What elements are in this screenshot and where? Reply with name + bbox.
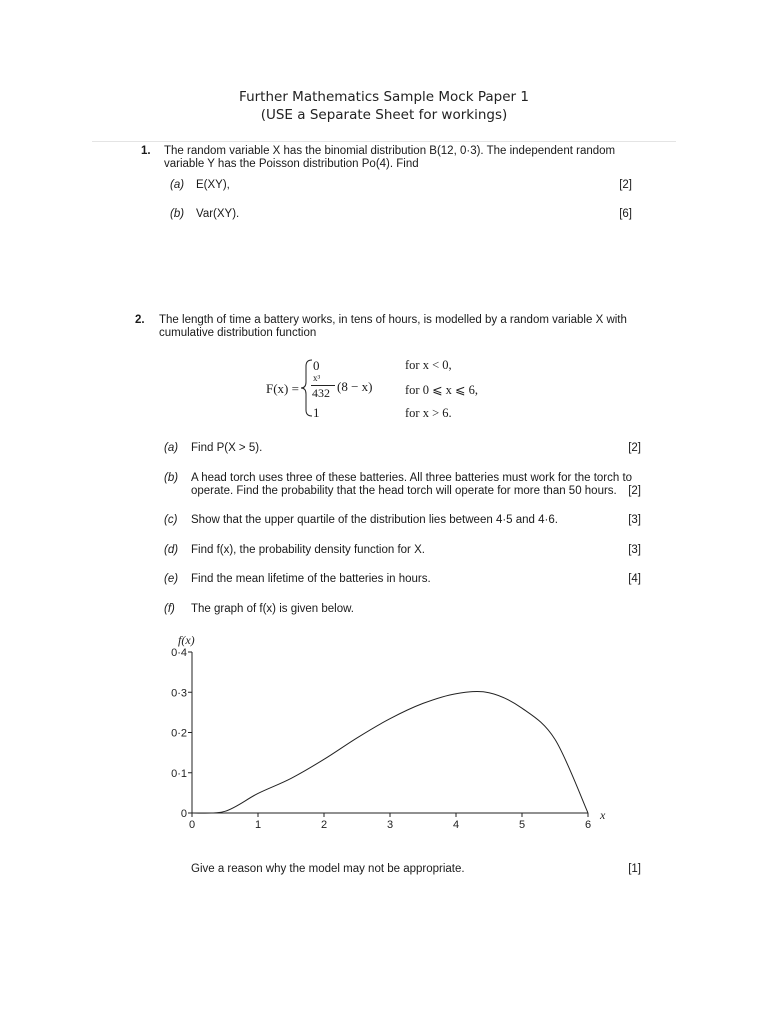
- final-question-marks: [1]: [628, 863, 641, 875]
- paper-subtitle: (USE a Separate Sheet for workings): [260, 107, 508, 123]
- final-question-text: Give a reason why the model may not be appropriate.: [191, 863, 465, 875]
- part-marks-e: [4]: [628, 573, 641, 585]
- x-tick-label: 5: [518, 819, 526, 831]
- part-label-e: (e): [164, 573, 179, 585]
- part-text-b: Var(XY).: [196, 208, 240, 220]
- part-marks-d: [3]: [628, 544, 641, 556]
- part-label-d: (d): [164, 544, 179, 556]
- paper-title: Further Mathematics Sample Mock Paper 1: [239, 89, 529, 105]
- cdf-condition-2: for x > 6.: [405, 406, 452, 420]
- question-number: 1.: [141, 145, 151, 157]
- cdf-condition-1: for 0 ⩽ x ⩽ 6,: [405, 383, 479, 397]
- x-tick-label: 2: [320, 819, 328, 831]
- question-text-line2: variable Y has the Poisson distribution Po(4). Find: [164, 158, 419, 170]
- part-marks-b: [2]: [628, 485, 641, 497]
- y-axis-label: f(x): [178, 633, 195, 647]
- cdf-piece-1-denominator: 432: [312, 386, 330, 400]
- part-text-b-line1: A head torch uses three of these batteries. All three batteries must work for the torch to: [191, 472, 633, 484]
- question-text-line1: The random variable X has the binomial distribution B(12, 0·3). The independent random: [164, 145, 616, 157]
- x-tick-label: 3: [386, 819, 394, 831]
- cdf-piece-1-numerator: x³: [313, 373, 321, 383]
- y-tick-label: 0·4: [171, 647, 187, 659]
- part-marks-b: [6]: [619, 208, 632, 220]
- part-text-a: E(XY),: [196, 179, 230, 191]
- x-tick-label: 6: [584, 819, 592, 831]
- cdf-condition-0: for x < 0,: [405, 358, 452, 372]
- part-marks-a: [2]: [619, 179, 632, 191]
- cdf-piece-2: 1: [313, 405, 320, 420]
- cdf-lhs: F(x) =: [266, 381, 299, 396]
- part-label-c: (c): [164, 514, 178, 526]
- y-tick-label: 0·1: [171, 767, 187, 780]
- x-tick-label: 4: [452, 819, 460, 831]
- part-label-b: (b): [164, 472, 179, 484]
- part-marks-c: [3]: [628, 514, 641, 526]
- question-text-line1: The length of time a battery works, in tens of hours, is modelled by a random variable X with: [159, 314, 627, 326]
- part-text-d: Find f(x), the probability density function for X.: [191, 544, 425, 556]
- part-text-e: Find the mean lifetime of the batteries in hours.: [191, 573, 431, 585]
- y-tick-label: 0: [180, 808, 187, 820]
- part-label-b: (b): [170, 208, 185, 220]
- part-text-a: Find P(X > 5).: [191, 442, 263, 454]
- part-label-f: (f): [164, 603, 175, 615]
- question-text-line2: cumulative distribution function: [159, 327, 317, 339]
- x-tick-label: 0: [188, 819, 196, 831]
- part-label-a: (a): [164, 442, 179, 454]
- cdf-piece-0: 0: [313, 358, 320, 373]
- x-tick-label: 1: [254, 819, 262, 831]
- part-text-c: Show that the upper quartile of the distribution lies between 4·5 and 4·6.: [191, 514, 558, 526]
- question-number: 2.: [135, 314, 145, 326]
- cdf-piece-1-rest: (8 − x): [337, 379, 373, 394]
- part-label-a: (a): [170, 179, 185, 191]
- part-text-f: The graph of f(x) is given below.: [191, 603, 354, 615]
- y-tick-label: 0·3: [171, 687, 187, 700]
- part-text-b-line2: operate. Find the probability that the head torch will operate for more than 50 hours.: [191, 485, 617, 497]
- x-axis-label: x: [600, 808, 606, 822]
- pdf-curve: [192, 692, 588, 814]
- part-marks-a: [2]: [628, 442, 641, 454]
- y-tick-label: 0·2: [171, 727, 187, 740]
